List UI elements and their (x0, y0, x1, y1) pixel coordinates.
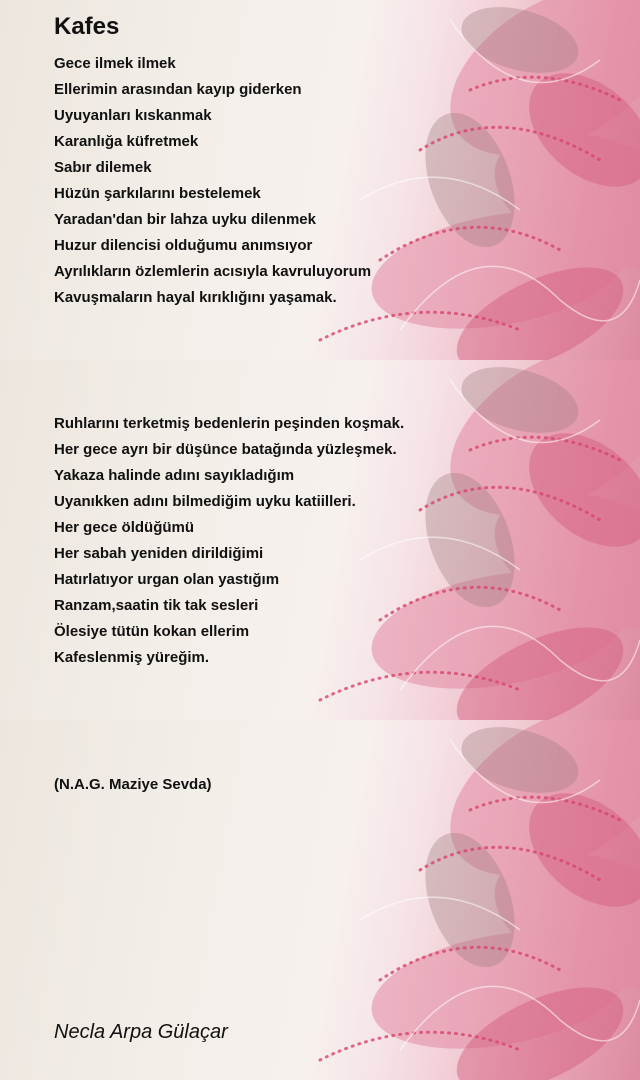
poem-line: Her gece ayrı bir düşünce batağında yüzleşmek. (54, 441, 397, 458)
poem-line: Uyanıkken adını bilmediğim uyku katiilleri. (54, 493, 356, 510)
poem-line: Ayrılıkların özlemlerin acısıyla kavruluyorum (54, 263, 372, 280)
poem-line: Yaradan'dan bir lahza uyku dilenmek (54, 211, 316, 228)
poem-line: Ranzam,saatin tik tak sesleri (54, 597, 259, 614)
poem-line: Sabır dilemek (54, 159, 152, 176)
poem-line: Gece ilmek ilmek (54, 55, 176, 72)
poem-line: Her sabah yeniden dirildiğimi (54, 545, 264, 562)
poem-title: Kafes (54, 13, 120, 40)
poem-line: Hüzün şarkılarını bestelemek (54, 185, 261, 202)
poem-line: Ellerimin arasından kayıp giderken (54, 81, 302, 98)
author-name: Necla Arpa Gülaçar (54, 1021, 228, 1043)
poem-line: Kafeslenmiş yüreğim. (54, 649, 210, 666)
poem-line: Kavuşmaların hayal kırıklığını yaşamak. (54, 289, 337, 306)
poem-credit: (N.A.G. Maziye Sevda) (54, 776, 212, 793)
poem-line: Huzur dilencisi olduğumu anımsıyor (54, 237, 313, 254)
poem-line: Her gece öldüğümü (54, 519, 195, 536)
stanza-1 (54, 51, 371, 311)
poem-line: Ruhlarını terketmiş bedenlerin peşinden koşmak. (54, 415, 405, 432)
poem-line: Uyuyanları kıskanmak (54, 107, 212, 124)
poem-line: Ölesiye tütün kokan ellerim (54, 623, 250, 640)
poem-line: Hatırlatıyor urgan olan yastığım (54, 571, 280, 588)
poem-line: Karanlığa küfretmek (54, 133, 199, 150)
poem-line: Yakaza halinde adını sayıkladığım (54, 467, 295, 484)
stanza-2 (54, 411, 404, 671)
